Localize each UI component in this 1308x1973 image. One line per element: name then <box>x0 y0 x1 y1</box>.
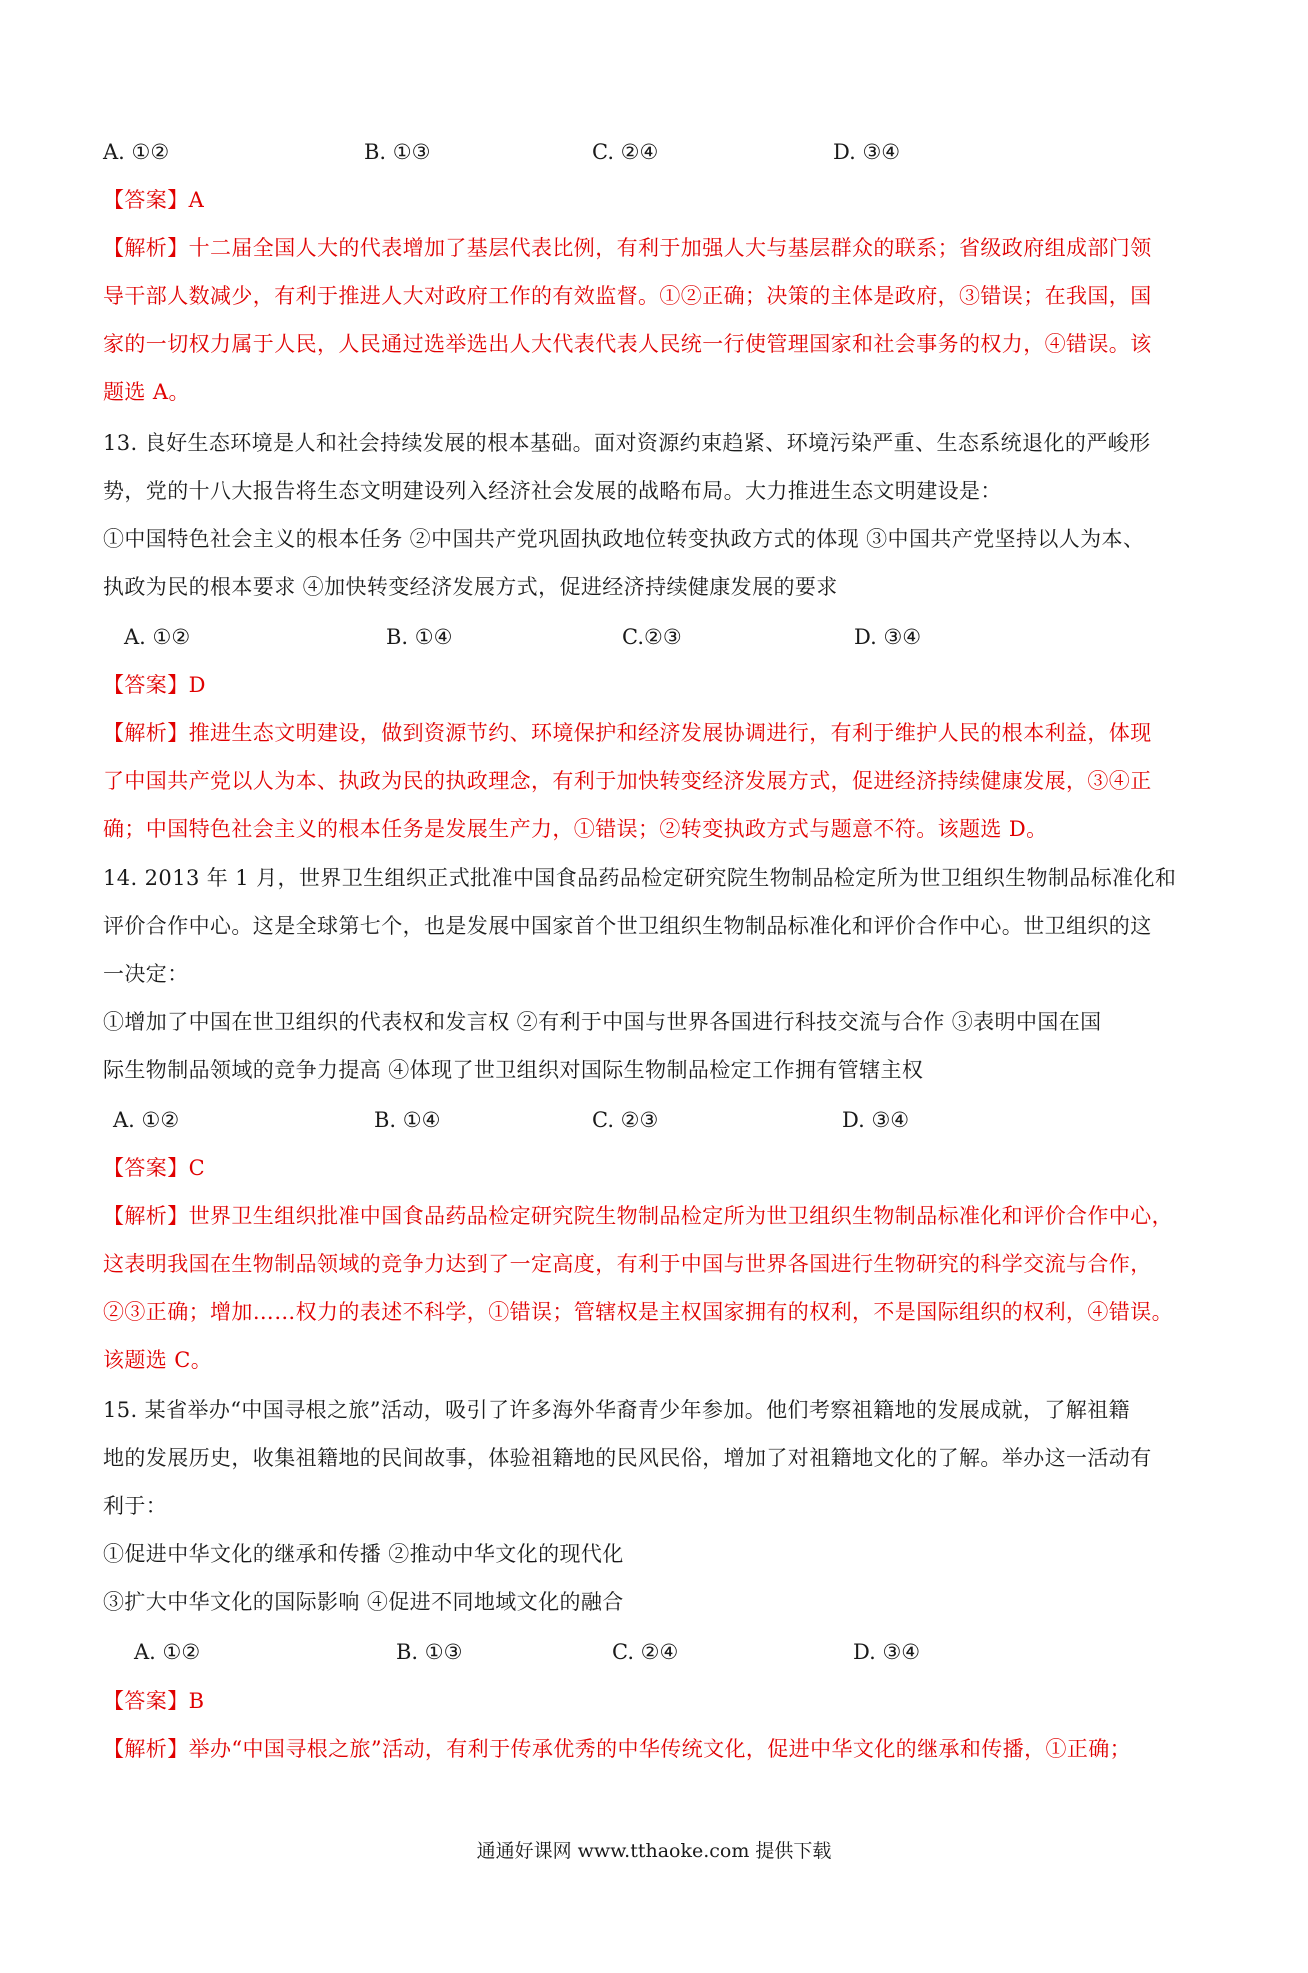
q15-stem-line: 地的发展历史，收集祖籍地的民间故事，体验祖籍地的民风民俗，增加了对祖籍地文化的了解。举办这一活动有 <box>103 1446 1152 1470</box>
option-d: D. ③④ <box>842 1108 910 1132</box>
q14-analysis-line: 【解析】世界卫生组织批准中国食品药品检定研究院生物制品检定所为世卫组织生物制品标准化和评价合作中心， <box>103 1204 1173 1228</box>
option-b: B. ①③ <box>396 1640 463 1664</box>
q13-stem-line: 13. 良好生态环境是人和社会持续发展的根本基础。面对资源约束趋紧、环境污染严重、生态系统退化的严峻形 <box>103 431 1151 455</box>
q13-options <box>124 622 1024 652</box>
q14-stem-line: 一决定： <box>103 962 189 986</box>
q13-stem-line: 执政为民的根本要求 ④加快转变经济发展方式，促进经济持续健康发展的要求 <box>103 575 838 599</box>
q14-stem-line: 14. 2013 年 1 月，世界卫生组织正式批准中国食品药品检定研究院生物制品检定所为世卫组织生物制品标准化和 <box>103 866 1177 890</box>
q14-answer: 【答案】C <box>103 1156 206 1180</box>
option-c: C. ②④ <box>612 1640 679 1664</box>
q14-analysis-line: ②③正确；增加……权力的表述不科学，①错误；管辖权是主权国家拥有的权利，不是国际组织的权利，④错误。 <box>103 1300 1173 1324</box>
q12-analysis-line: 【解析】十二届全国人大的代表增加了基层代表比例，有利于加强人大与基层群众的联系；省级政府组成部门领 <box>103 236 1152 260</box>
option-a: A. ①② <box>134 1640 201 1664</box>
q12-options <box>103 137 1003 167</box>
q15-stem-line: ③扩大中华文化的国际影响 ④促进不同地域文化的融合 <box>103 1590 624 1614</box>
option-d: D. ③④ <box>853 1640 921 1664</box>
q14-analysis-line: 这表明我国在生物制品领域的竞争力达到了一定高度，有利于中国与世界各国进行生物研究的科学交流与合作， <box>103 1252 1152 1276</box>
q14-stem-line: ①增加了中国在世卫组织的代表权和发言权 ②有利于中国与世界各国进行科技交流与合作 ③表明中国在国 <box>103 1010 1102 1034</box>
q13-analysis-line: 确；中国特色社会主义的根本任务是发展生产力，①错误；②转变执政方式与题意不符。该题选 D。 <box>103 817 1048 841</box>
q15-stem-line: 15. 某省举办“中国寻根之旅”活动，吸引了许多海外华裔青少年参加。他们考察祖籍地的发展成就，了解祖籍 <box>103 1398 1130 1422</box>
q15-stem-line: ①促进中华文化的继承和传播 ②推动中华文化的现代化 <box>103 1542 624 1566</box>
option-a: A. ①② <box>103 140 170 164</box>
option-d: D. ③④ <box>854 625 922 649</box>
q14-options <box>113 1105 1013 1135</box>
q14-stem-line: 评价合作中心。这是全球第七个，也是发展中国家首个世卫组织生物制品标准化和评价合作中心。世卫组织的这 <box>103 914 1152 938</box>
option-a: A. ①② <box>124 625 191 649</box>
q13-stem-line: ①中国特色社会主义的根本任务 ②中国共产党巩固执政地位转变执政方式的体现 ③中国共产党坚持以人为本、 <box>103 527 1145 551</box>
q12-analysis-line: 题选 A。 <box>103 380 190 404</box>
q13-analysis-line: 【解析】推进生态文明建设，做到资源节约、环境保护和经济发展协调进行，有利于维护人民的根本利益，体现 <box>103 721 1152 745</box>
q12-analysis-line: 导干部人数减少，有利于推进人大对政府工作的有效监督。①②正确；决策的主体是政府，③错误；在我国，国 <box>103 284 1152 308</box>
option-b: B. ①④ <box>386 625 453 649</box>
option-c: C. ②④ <box>592 140 659 164</box>
q12-answer: 【答案】A <box>103 188 205 212</box>
q13-answer: 【答案】D <box>103 673 206 697</box>
q12-analysis-line: 家的一切权力属于人民，人民通过选举选出人大代表代表人民统一行使管理国家和社会事务的权力，④错误。该 <box>103 332 1152 356</box>
option-d: D. ③④ <box>833 140 901 164</box>
q15-options <box>134 1637 1034 1667</box>
q15-analysis-line: 【解析】举办“中国寻根之旅”活动，有利于传承优秀的中华传统文化，促进中华文化的继承和传播，①正确； <box>103 1737 1132 1761</box>
page-footer: 通通好课网 www.tthaoke.com 提供下载 <box>476 1840 832 1862</box>
option-b: B. ①④ <box>374 1108 441 1132</box>
option-c: C.②③ <box>622 625 682 649</box>
q15-answer: 【答案】B <box>103 1689 205 1713</box>
q13-analysis-line: 了中国共产党以人为本、执政为民的执政理念，有利于加快转变经济发展方式，促进经济持续健康发展，③④正 <box>103 769 1152 793</box>
q13-stem-line: 势，党的十八大报告将生态文明建设列入经济社会发展的战略布局。大力推进生态文明建设是： <box>103 479 1002 503</box>
q15-stem-line: 利于： <box>103 1494 168 1518</box>
option-c: C. ②③ <box>592 1108 659 1132</box>
q14-stem-line: 际生物制品领域的竞争力提高 ④体现了世卫组织对国际生物制品检定工作拥有管辖主权 <box>103 1058 924 1082</box>
option-a: A. ①② <box>113 1108 180 1132</box>
option-b: B. ①③ <box>364 140 431 164</box>
q14-analysis-line: 该题选 C。 <box>103 1348 213 1372</box>
